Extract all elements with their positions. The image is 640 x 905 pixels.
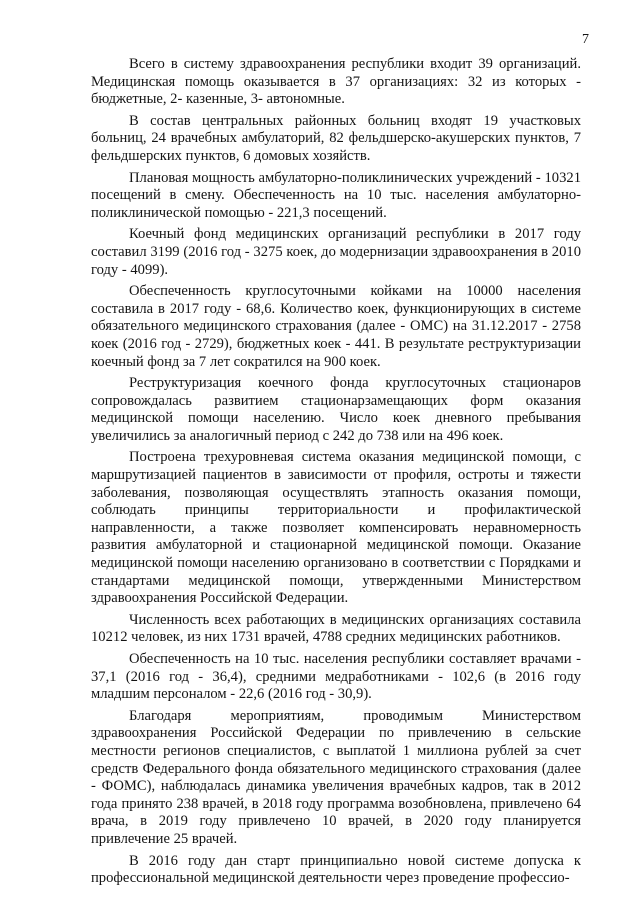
paragraph-bed-fund: Коечный фонд медицинских организаций республики в 2017 году составил 3199 (2016 год - 3275 коек, до модернизации здравоохранения в 2010 году - 4099). (91, 226, 581, 278)
paragraph-rural-specialists: Благодаря мероприятиям, проводимым Министерством здравоохранения Российской Федерации по привлечению в сельские местности регионов специалистов, с выплатой 1 миллиона рублей за счет средств Федерального фонда обязательного медицинского страхования (далее - ФОМС), наблюдалась динамика увеличения врачебных кадров, так в 2012 года принято 238 врачей, в 2018 году программа возобновлена, привлечено 64 врача, в 2019 году привлечено 10 врачей, в 2020 году планируется привлечение 25 врачей. (91, 707, 581, 847)
paragraph-outpatient-capacity: Плановая мощность амбулаторно-поликлинических учреждений - 10321 посещений в смену. Обеспеченность на 10 тыс. населения амбулаторно-поликлинической помощью - 221,3 посещений. (91, 169, 581, 221)
page-number: 7 (582, 32, 589, 47)
paragraph-three-level-system: Построена трехуровневая система оказания медицинской помощи, с маршрутизацией пациентов в зависимости от профиля, остроты и тяжести заболевания, позволяющая осуществлять этапность оказания помощи, соблюдать принципы территориальности и профилактической направленности, а также позволяет компенсировать неравномерность развития амбулаторной и стационарной медицинской помощи. Оказание медицинской помощи населению организовано в соответствии с Порядками и стандартами медицинской помощи, утвержденными Министерством здравоохранения Российской Федерации. (91, 449, 581, 607)
paragraph-district-hospitals: В состав центральных районных больниц входят 19 участковых больниц, 24 врачебных амбулаторий, 82 фельдшерско-акушерских пунктов, 7 фельдшерских пунктов, 6 домовых хозяйств. (91, 112, 581, 164)
paragraph-staff-provision: Обеспеченность на 10 тыс. населения республики составляет врачами - 37,1 (2016 год - 36,4), средними медработниками - 102,6 (в 2016 году младшим персоналом - 22,6 (2016 год - 30,9). (91, 651, 581, 703)
paragraph-restructuring: Реструктуризация коечного фонда круглосуточных стационаров сопровождалась развитием стационарзамещающих форм оказания медицинской помощи населению. Число коек дневного пребывания увеличились за аналогичный период с 242 до 738 или на 496 коек. (91, 375, 581, 444)
paragraph-organizations-count: Всего в систему здравоохранения республики входит 39 организаций. Медицинская помощь оказывается в 37 организациях: 32 из которых - бюджетные, 2- казенные, 3- автономные. (91, 56, 581, 108)
paragraph-bed-provision: Обеспеченность круглосуточными койками на 10000 населения составила в 2017 году - 68,6. Количество коек, функционирующих в системе обязательного медицинского страхования (далее - ОМС) на 31.12.2017 - 2758 коек (2016 год - 2729), бюджетных коек - 441. В результате реструктуризации коечный фонд за 7 лет сократился на 900 коек. (91, 283, 581, 370)
paragraph-staff-count: Численность всех работающих в медицинских организациях составила 10212 человек, из них 1731 врачей, 4788 средних медицинских работников. (91, 611, 581, 646)
paragraph-accreditation: В 2016 году дан старт принципиально новой системе допуска к профессиональной медицинской деятельности через проведение профессио- (91, 852, 581, 887)
body-text (91, 56, 581, 892)
